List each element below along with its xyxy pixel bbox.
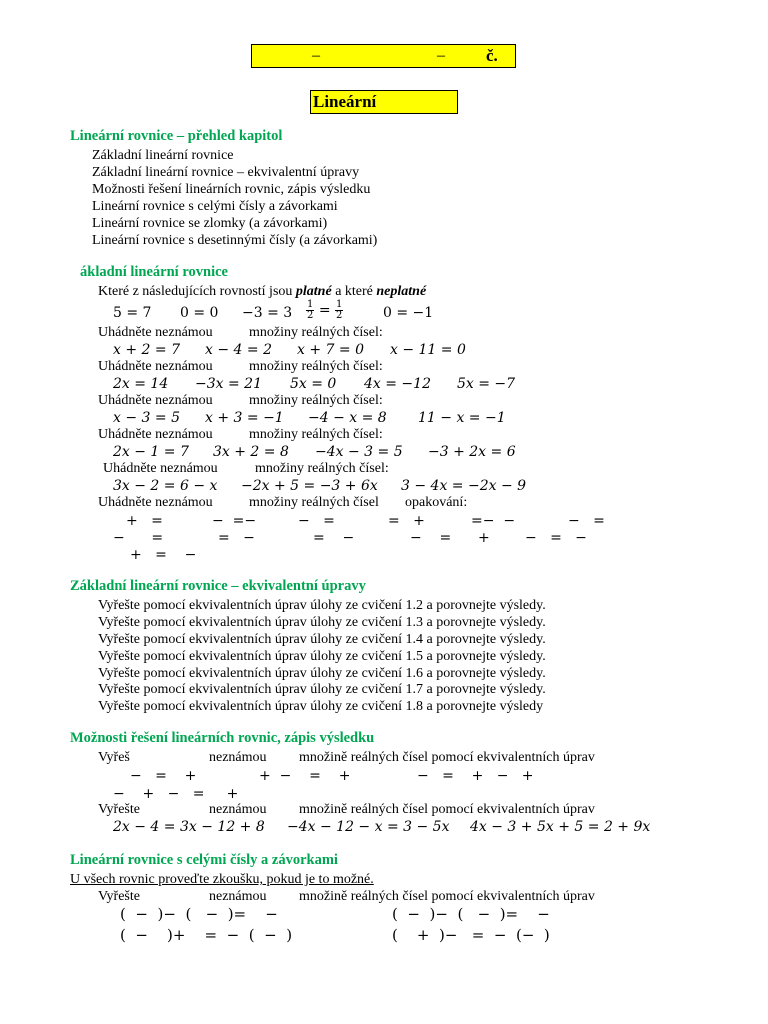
list-item: Základní lineární rovnice – ekvivalentní úpravy — [92, 165, 360, 180]
equation: 3x − 2 = 6 − x — [113, 478, 218, 494]
list-item: Vyřešte pomocí ekvivalentních úprav úlohy ze cvičení 1.8 a porovnejte výsledy — [98, 699, 544, 714]
operator-fragment: − = + — [410, 530, 490, 546]
subtitle-text: Lineární — [313, 92, 377, 111]
operator-fragment: − =− — [212, 513, 257, 529]
equation: 2x = 14 — [113, 376, 169, 392]
instruction-unknown: neznámou — [209, 802, 267, 817]
title-end: č. — [486, 46, 498, 65]
operator-fragment: = − — [313, 530, 355, 546]
list-item: Vyřešte pomocí ekvivalentních úprav úlohy ze cvičení 1.2 a porovnejte výsledy. — [98, 598, 546, 613]
guess-label-set: množiny reálných čísel: — [249, 393, 383, 408]
instruction-label: Vyřeš — [98, 750, 130, 765]
section-heading-equivalent: Základní lineární rovnice – ekvivalentní úpravy — [70, 578, 366, 594]
equation: x + 7 = 0 — [297, 342, 364, 358]
bracket-fragment: ( − )+ = − ( − ) — [120, 926, 293, 944]
operator-fragment: = + — [388, 513, 425, 529]
title-dash-2: – — [437, 47, 445, 64]
equation: −4 − x = 8 — [308, 410, 387, 426]
equation: 3 − 4x = −2x − 9 — [401, 478, 527, 494]
list-item: Vyřešte pomocí ekvivalentních úprav úlohy ze cvičení 1.4 a porovnejte výsledy. — [98, 632, 546, 647]
list-item: Lineární rovnice s desetinnými čísly (a závorkami) — [92, 233, 378, 248]
operator-fragment: − = + − + — [417, 768, 534, 784]
instruction-set: množině reálných čísel pomocí ekvivalentních úprav — [299, 802, 595, 817]
operator-fragment: − = — [298, 513, 335, 529]
equation: 11 − x = −1 — [418, 410, 506, 426]
guess-label: Uhádněte neznámou — [98, 325, 213, 340]
equation: −4x − 12 − x = 3 − 5x — [287, 819, 450, 835]
equation: −3x = 21 — [195, 376, 262, 392]
list-item: Lineární rovnice s celými čísly a závorkami — [92, 199, 338, 214]
title-dash-1: – — [312, 47, 320, 64]
equation: 5 = 7 — [113, 305, 152, 321]
equation: 3x + 2 = 8 — [213, 444, 289, 460]
guess-label-set: množiny reálných čísel: — [249, 325, 383, 340]
list-item: Vyřešte pomocí ekvivalentních úprav úlohy ze cvičení 1.6 a porovnejte výsledy. — [98, 666, 546, 681]
equation: 0 = 0 — [180, 305, 219, 321]
section-heading-overview: Lineární rovnice – přehled kapitol — [70, 128, 283, 144]
list-item: Vyřešte pomocí ekvivalentních úprav úlohy ze cvičení 1.3 a porovnejte výsledy. — [98, 615, 546, 630]
instruction-set: množině reálných čísel pomocí ekvivalentních úprav — [299, 889, 595, 904]
operator-fragment: − = — [113, 530, 164, 546]
section-heading-basic: ákladní lineární rovnice — [80, 264, 228, 280]
guess-label-set: množiny reálných čísel: — [255, 461, 389, 476]
equation: 2x − 4 = 3x − 12 + 8 — [113, 819, 265, 835]
equation: 2x − 1 = 7 — [113, 444, 189, 460]
operator-fragment: + − = + — [259, 768, 351, 784]
instruction-set: množině reálných čísel pomocí ekvivalentních úprav — [299, 750, 595, 765]
guess-label-set: množiny reálných čísel: — [249, 359, 383, 374]
instruction-unknown: neznámou — [209, 750, 267, 765]
fraction-equation: $\frac{1}{2}$ = $\frac{1}{2}$ — [307, 299, 343, 321]
operator-fragment: =− − — [471, 513, 516, 529]
equation: 4x − 3 + 5x + 5 = 2 + 9x — [470, 819, 651, 835]
equation: −3 = 3 — [242, 305, 293, 321]
guess-label-review: opakování: — [405, 495, 468, 510]
operator-fragment: − = − — [525, 530, 587, 546]
guess-label: Uhádněte neznámou — [98, 393, 213, 408]
bracket-fragment: ( − )− ( − )= − — [120, 905, 278, 923]
instruction-label: Vyřešte — [98, 889, 140, 904]
question-line: Které z následujících rovností jsou platné a které neplatné — [98, 284, 427, 299]
guess-label: Uhádněte neznámou — [98, 359, 213, 374]
operator-fragment: + = − — [130, 547, 197, 563]
bracket-fragment: ( + )− = − (− ) — [392, 926, 550, 944]
equation: x − 11 = 0 — [390, 342, 466, 358]
subtitle-box — [310, 90, 458, 114]
instruction-label: Vyřešte — [98, 802, 140, 817]
operator-fragment: − = — [568, 513, 605, 529]
list-item: Lineární rovnice se zlomky (a závorkami) — [92, 216, 328, 231]
operator-fragment: − + − = + — [113, 786, 239, 802]
guess-label-set: množiny reálných čísel: — [249, 427, 383, 442]
operator-fragment: = − — [218, 530, 255, 546]
equation: x − 3 = 5 — [113, 410, 180, 426]
guess-label: Uhádněte neznámou — [98, 427, 213, 442]
equation: 5x = −7 — [457, 376, 516, 392]
equation: −2x + 5 = −3 + 6x — [241, 478, 378, 494]
guess-label: Uhádněte neznámou — [103, 461, 218, 476]
equation: x + 2 = 7 — [113, 342, 180, 358]
list-item: Základní lineární rovnice — [92, 148, 234, 163]
operator-fragment: − = + — [130, 768, 197, 784]
instruction-unknown: neznámou — [209, 889, 267, 904]
equation: 4x = −12 — [364, 376, 431, 392]
equation: −4x − 3 = 5 — [315, 444, 403, 460]
equation: −3 + 2x = 6 — [428, 444, 516, 460]
guess-label: Uhádněte neznámou — [98, 495, 213, 510]
bracket-fragment: ( − )− ( − )= − — [392, 905, 550, 923]
list-item: Vyřešte pomocí ekvivalentních úprav úlohy ze cvičení 1.7 a porovnejte výsledy. — [98, 682, 546, 697]
equation: x − 4 = 2 — [205, 342, 272, 358]
equation: 0 = −1 — [383, 305, 434, 321]
equation: 5x = 0 — [290, 376, 337, 392]
title-box — [251, 44, 516, 68]
operator-fragment: + = — [126, 513, 163, 529]
section-heading-solutions: Možnosti řešení lineárních rovnic, zápis výsledku — [70, 730, 375, 746]
equation: x + 3 = −1 — [205, 410, 284, 426]
section-heading-brackets: Lineární rovnice s celými čísly a závorkami — [70, 852, 338, 868]
list-item: Vyřešte pomocí ekvivalentních úprav úlohy ze cvičení 1.5 a porovnejte výsledy. — [98, 649, 546, 664]
verification-note: U všech rovnic proveďte zkoušku, pokud je to možné. — [70, 872, 374, 887]
guess-label-set: množiny reálných čísel — [249, 495, 379, 510]
list-item: Možnosti řešení lineárních rovnic, zápis výsledku — [92, 182, 371, 197]
